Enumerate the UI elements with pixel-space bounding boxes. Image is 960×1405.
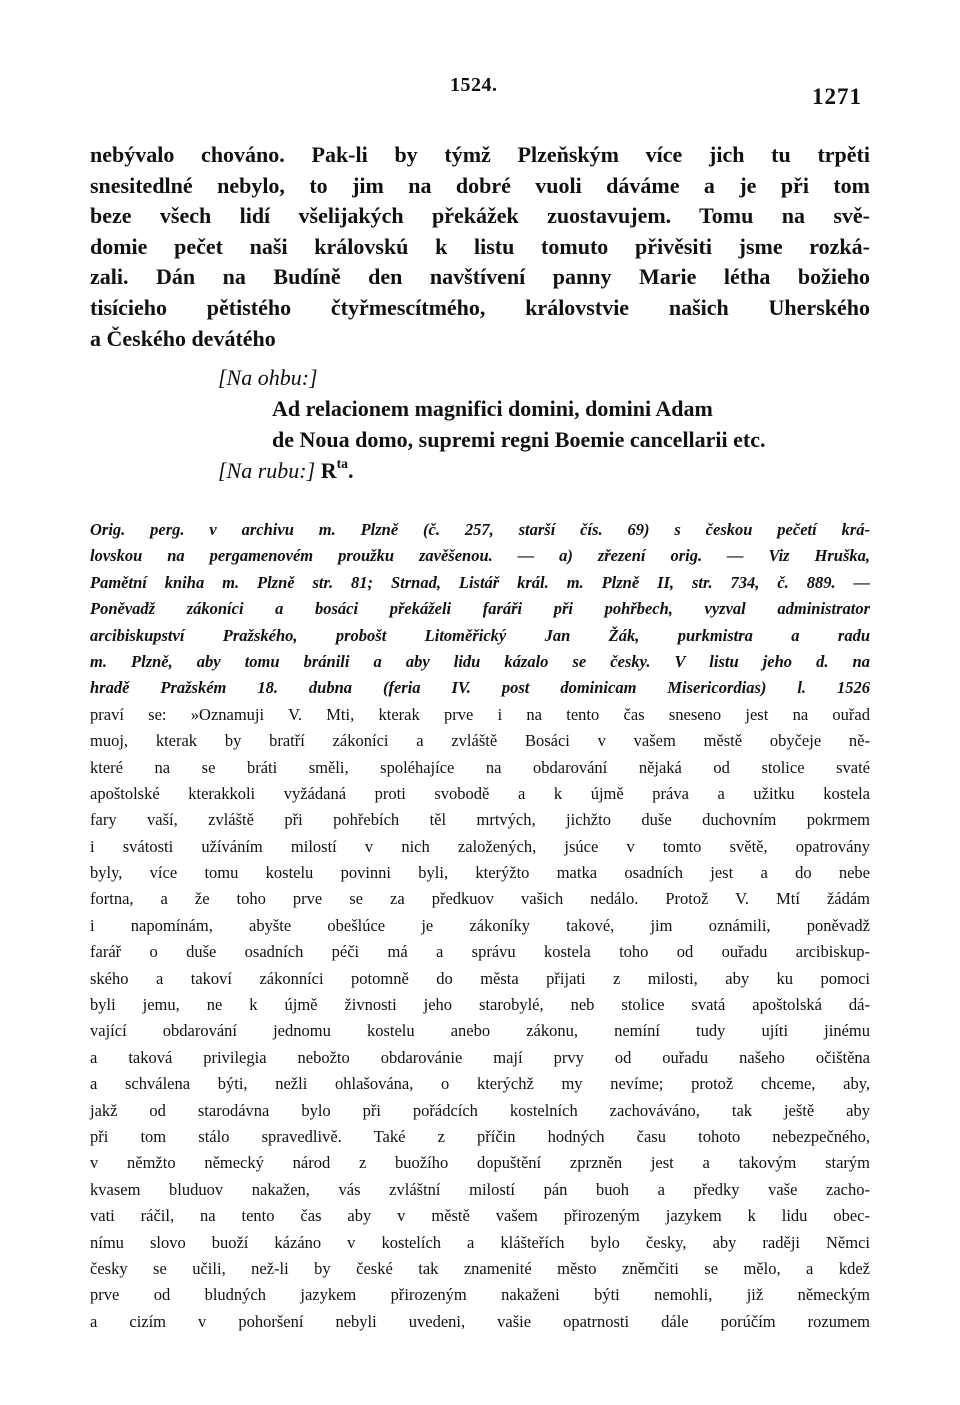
editorial-notes [90, 517, 870, 1335]
note-line: arcibiskupství Pražského, probošt Litoměřický Jan Žák, purkmistra a radu [90, 625, 870, 645]
note-line: Orig. perg. v archivu m. Plzně (č. 257, starší čís. 69) s českou pečetí krá- [90, 520, 870, 539]
note-line: česky se učili, než-li by české tak znamenité město zněmčiti se mělo, a kdež [90, 1258, 870, 1278]
note-line: nímu slovo buoží kázáno v kostelích a klášteřích bylo česky, aby raději Němci [90, 1232, 870, 1252]
note-line: v němžto německý národ z buožího dopuštění zprzněn jest a takovým starým [90, 1153, 870, 1173]
note-line: a taková privilegia nebožto obdarovánie mají prvy od ouřadu našeho očištěna [90, 1047, 870, 1067]
ohbu-label: [Na ohbu:] [218, 365, 318, 390]
rubu-text: R [320, 458, 337, 483]
note-line: byli jemu, ne k újmě živnosti jeho starobylé, neb stolice svatá apoštolská dá- [90, 995, 870, 1015]
endorsement-ohbu [90, 362, 870, 486]
note-line: které na se bráti směli, spoléhajíce na obdarování nějaká od stolice svaté [90, 757, 870, 777]
note-line: farář o duše osadních péči má a správu kostela toho od ouřadu arcibiskup- [90, 942, 870, 962]
note-line: byly, více tomu kostelu povinni byli, kterýžto matka osadních jest a do nebe [90, 863, 870, 883]
note-line: m. Plzně, aby tomu bránili a aby lidu kázalo se česky. V listu jeho d. na [90, 651, 870, 671]
note-line: kvasem bluduov nakažen, vás zvláštní milostí pán buoh a předky vaše zacho- [90, 1179, 870, 1199]
note-line: a schválena býti, nežli ohlašována, o kterýchž my nevíme; protož chceme, aby, [90, 1074, 870, 1094]
text-line: tisícieho pětistého čtyřmescítmého, královstvie našich Uherského [90, 294, 870, 320]
rubu-sup: ta [336, 456, 348, 472]
note-line: fary vaší, zvláště při pohřebích těl mrtvých, jichžto duše duchovním pokrmem [90, 810, 870, 830]
ohbu-line: de Noua domo, supremi regni Boemie cancellarii etc. [272, 427, 766, 452]
page-year: 1524. [450, 74, 498, 96]
note-line: ského a takoví zákonníci potomně do města přijati z milosti, aby ku pomoci [90, 968, 870, 988]
note-line: hradě Pražském 18. dubna (feria IV. post dominicam Misericordias) l. 1526 [90, 678, 870, 698]
note-line: jakž od starodávna bylo při pořádcích kostelních zachováváno, tak ještě aby [90, 1100, 870, 1120]
note-line: fortna, a že toho prve se za předkuov vašich nedálo. Protož V. Mtí žádám [90, 889, 870, 909]
text-line: zali. Dán na Budíně den navštívení panny Marie létha božieho [90, 264, 870, 290]
note-line: Poněvadž zákoníci a bosáci překáželi faráři při pohřbech, vyzval administrator [90, 599, 870, 619]
page-number: 1271 [812, 84, 862, 109]
note-line: muoj, kterak by bratří zákoníci a zvláště Bosáci v vašem městě obyčeje ně- [90, 731, 870, 751]
note-line: praví se: »Oznamuji V. Mti, kterak prve i na tento čas sneseno jest na ouřad [90, 704, 870, 724]
rubu-dot: . [347, 458, 354, 483]
ohbu-line: Ad relacionem magnifici domini, domini Adam [272, 396, 713, 421]
note-line: a cizím v pohoršení nebyli uvedeni, vašie opatrnosti dále porúčím rozumem [90, 1311, 870, 1331]
note-line: apoštolské kterakkoli vyžádaná proti svobodě a k újmě práva a užitku kostela [90, 783, 870, 803]
note-line: vající obdarování jednomu kostelu anebo zákonu, nemíní tudy ujíti jinému [90, 1021, 870, 1041]
text-line: nebývalo chováno. Pak-li by týmž Plzeňským více jich tu trpěti [90, 142, 870, 167]
note-line: Pamětní kniha m. Plzně str. 81; Strnad, Listář král. m. Plzně II, str. 734, č. 889. — [90, 572, 870, 592]
text-line: snesitedlné nebylo, to jim na dobré vuoli dáváme a je při tom [90, 172, 870, 198]
note-line: lovskou na pergamenovém proužku zavěšenou. — a) zřezení orig. — Viz Hruška, [90, 546, 870, 566]
endorsement-rubu [90, 455, 870, 486]
note-line: i svátosti užíváním milostí v nich založených, jsúce v tomto světě, opatrovány [90, 836, 870, 856]
charter-text [90, 140, 870, 354]
text-line: beze všech lidí všelijakých překážek zuostavujem. Tomu na svě- [90, 203, 870, 229]
note-line: prve od bludných jazykem přirozeným nakaženi býti nemohli, již německým [90, 1285, 870, 1305]
text-line: a Českého devátého [90, 325, 276, 351]
note-line: i napomínám, abyšte obešlúce je zákoníky takové, jim oznámili, poněvadž [90, 915, 870, 935]
note-line: při tom stálo spravedlivě. Také z příčin hodných času tohoto nebezpečného, [90, 1126, 870, 1146]
text-line: domie pečet naši královskú k listu tomuto přivěsiti jsme rozká- [90, 233, 870, 259]
rubu-label: [Na rubu:] [218, 458, 316, 483]
note-line: vati ráčil, na tento čas aby v městě vašem přirozeným jazykem k lidu obec- [90, 1206, 870, 1226]
